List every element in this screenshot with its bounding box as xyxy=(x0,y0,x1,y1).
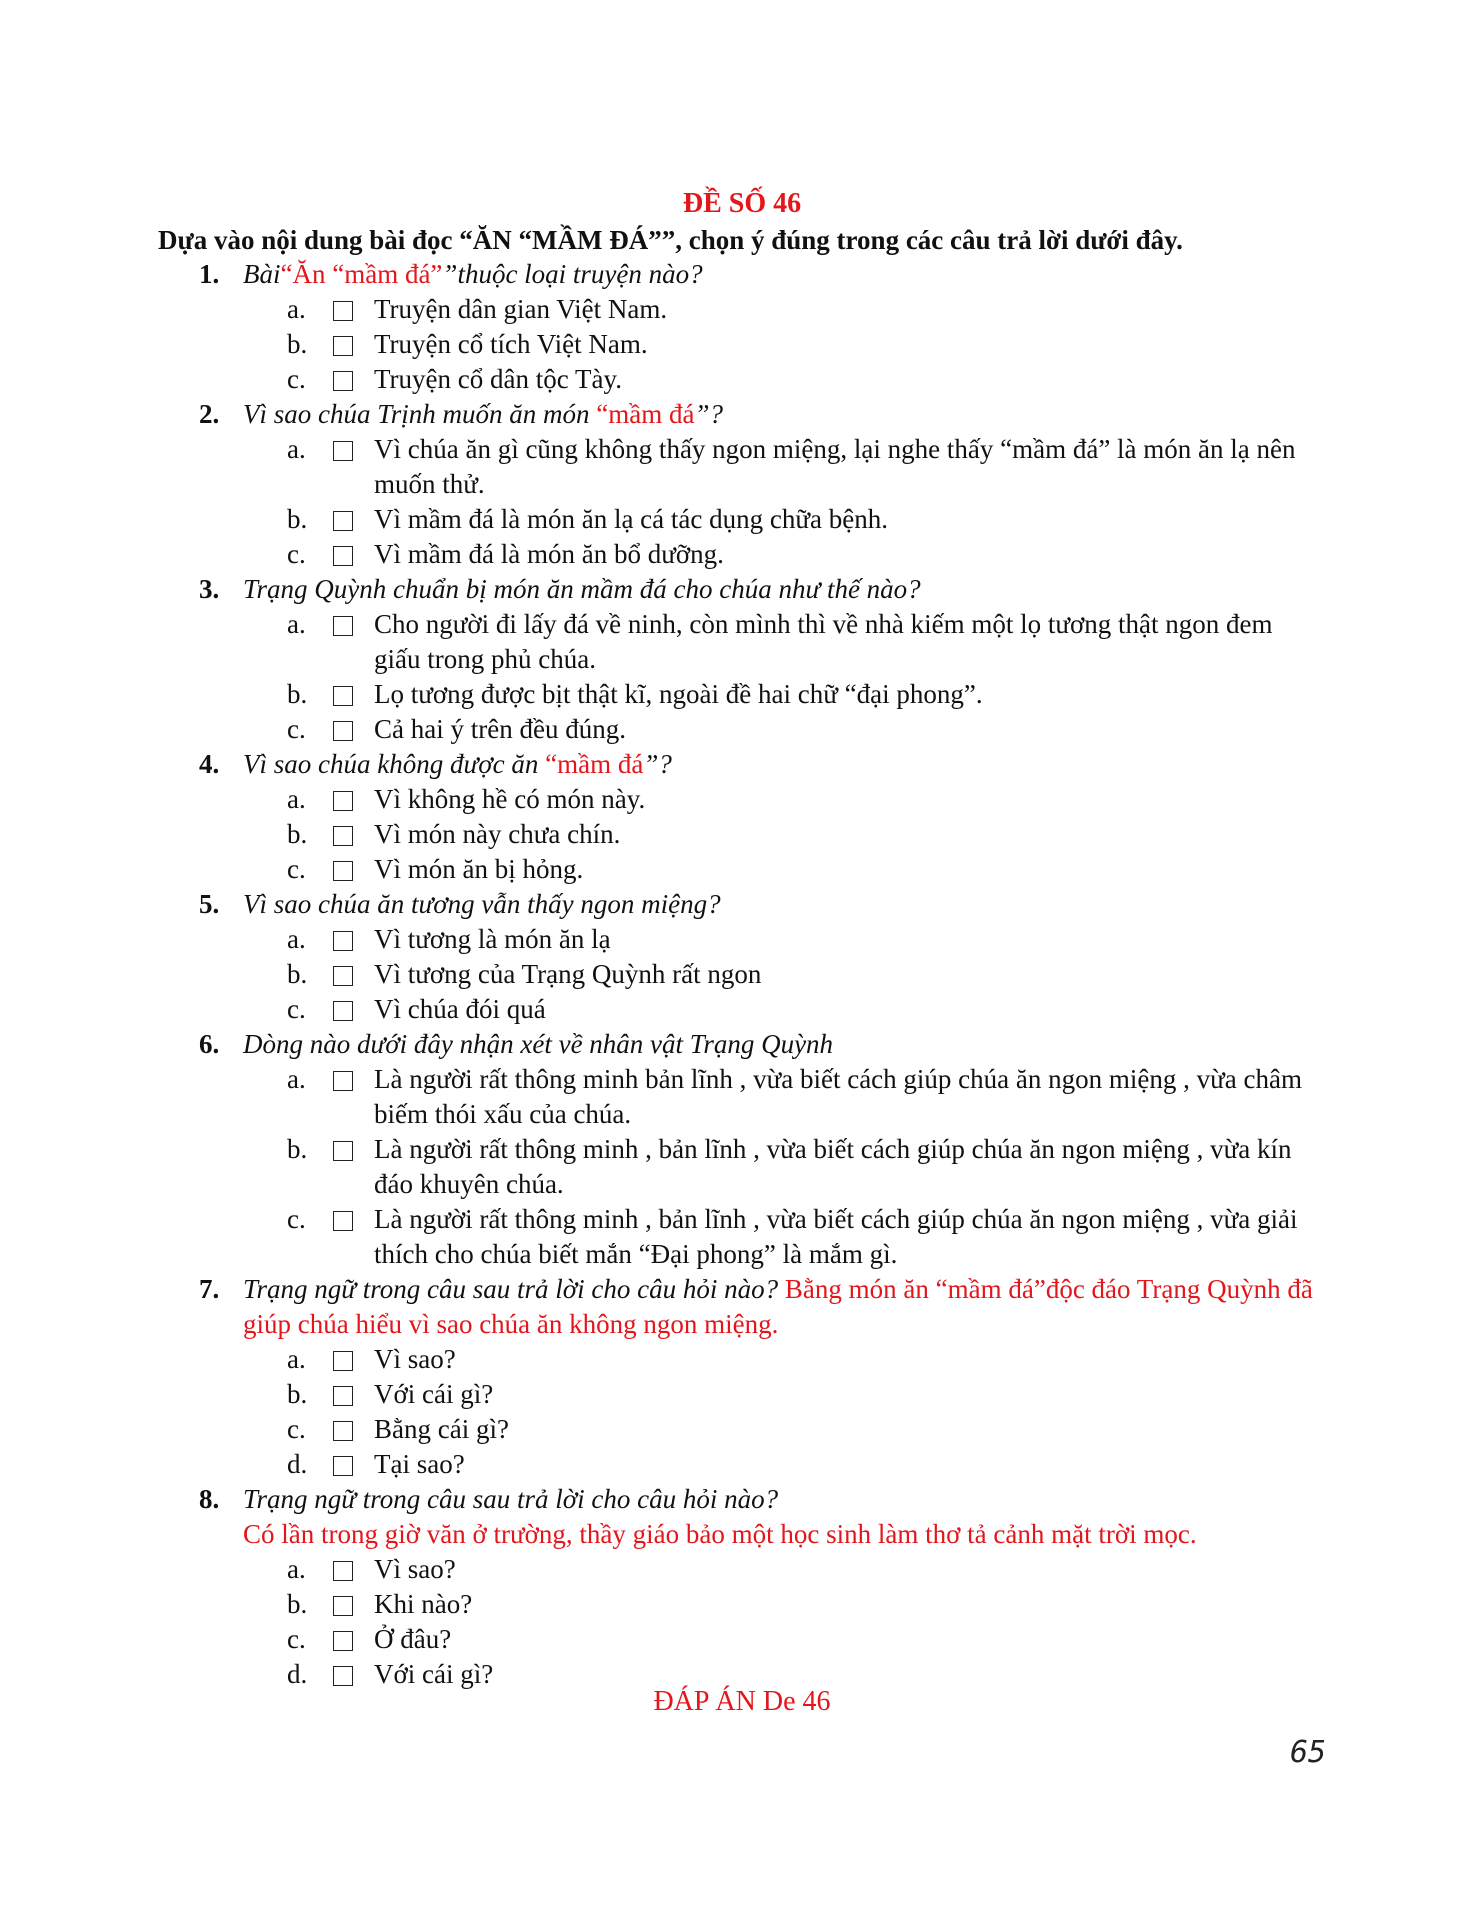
option-text: Ở đâu? xyxy=(374,1624,452,1654)
question-item xyxy=(0,747,1484,887)
option-text: Vì mầm đá là món ăn bổ dưỡng. xyxy=(374,539,724,569)
answer-option[interactable] xyxy=(0,1342,1324,1377)
question-text xyxy=(243,574,921,604)
checkbox-icon[interactable] xyxy=(333,1456,353,1476)
option-text: Vì không hề có món này. xyxy=(374,784,646,814)
question-number: 3. xyxy=(199,574,220,604)
option-text: Với cái gì? xyxy=(374,1379,494,1409)
checkbox-icon[interactable] xyxy=(333,1001,353,1021)
question-item xyxy=(0,257,1484,397)
option-letter: b. xyxy=(287,819,308,849)
option-text: Bằng cái gì? xyxy=(374,1414,509,1444)
question-number: 5. xyxy=(199,889,220,919)
option-letter: d. xyxy=(287,1449,308,1479)
option-letter: b. xyxy=(287,959,308,989)
option-text: Là người rất thông minh , bản lĩnh , vừa biết cách giúp chúa ăn ngon miệng , vừa kín đáo khuyên chúa. xyxy=(374,1134,1292,1199)
question-prompt-text: Vì sao chúa không được ăn xyxy=(243,749,546,779)
question-item xyxy=(0,1482,1484,1692)
question-text xyxy=(243,399,723,429)
answer-option[interactable] xyxy=(0,782,1324,817)
question-text xyxy=(243,749,672,779)
checkbox-icon[interactable] xyxy=(333,686,353,706)
option-text: Vì mầm đá là món ăn lạ cá tác dụng chữa bệnh. xyxy=(374,504,888,534)
checkbox-icon[interactable] xyxy=(333,1421,353,1441)
answer-option[interactable] xyxy=(0,1622,1324,1657)
question-prompt-text: Bài xyxy=(243,259,281,289)
checkbox-icon[interactable] xyxy=(333,721,353,741)
option-text: Truyện cổ dân tộc Tày. xyxy=(374,364,622,394)
checkbox-icon[interactable] xyxy=(333,1561,353,1581)
question-highlight-text: “mầm đá xyxy=(596,399,695,429)
checkbox-icon[interactable] xyxy=(333,546,353,566)
question-prompt-text: Trạng ngữ trong câu sau trả lời cho câu hỏi nào? xyxy=(243,1484,779,1514)
answer-option[interactable] xyxy=(0,1552,1324,1587)
question-text xyxy=(243,259,703,289)
question-prompt-text: ”? xyxy=(643,749,672,779)
option-text: Vì món này chưa chín. xyxy=(374,819,621,849)
question-heading xyxy=(0,1482,1323,1552)
checkbox-icon[interactable] xyxy=(333,1386,353,1406)
answer-option[interactable] xyxy=(0,502,1324,537)
option-letter: c. xyxy=(287,539,306,569)
answer-option[interactable] xyxy=(0,957,1324,992)
checkbox-icon[interactable] xyxy=(333,301,353,321)
checkbox-icon[interactable] xyxy=(333,1666,353,1686)
answer-option[interactable] xyxy=(0,1412,1324,1447)
option-letter: c. xyxy=(287,714,306,744)
option-text: Vì chúa ăn gì cũng không thấy ngon miệng, lại nghe thấy “mầm đá” là món ăn lạ nên muốn thử. xyxy=(374,434,1296,499)
question-highlight-text: “mầm đá xyxy=(545,749,644,779)
question-prompt-text: Trạng ngữ trong câu sau trả lời cho câu hỏi nào? xyxy=(243,1274,785,1304)
checkbox-icon[interactable] xyxy=(333,861,353,881)
page-title: ĐỀ SỐ 46 xyxy=(682,188,802,219)
question-text xyxy=(243,1274,1313,1339)
question-heading xyxy=(0,887,1323,922)
option-letter: b. xyxy=(287,679,308,709)
option-text: Với cái gì? xyxy=(374,1659,494,1689)
question-prompt-text: Dòng nào dưới đây nhận xét về nhân vật Trạng Quỳnh xyxy=(243,1029,834,1059)
option-letter: a. xyxy=(287,609,306,639)
instruction-text: Dựa vào nội dung bài đọc “ĂN “MẦM ĐÁ””, chọn ý đúng trong các câu trả lời dưới đây. xyxy=(158,225,1183,255)
option-letter: a. xyxy=(287,784,306,814)
question-highlight-text: Có lần trong giờ văn ở trường, thầy giáo bảo một học sinh làm thơ tả cảnh mặt trời mọc. xyxy=(243,1519,1197,1549)
option-letter: c. xyxy=(287,1624,306,1654)
answer-option[interactable] xyxy=(0,852,1324,887)
option-letter: b. xyxy=(287,504,308,534)
option-letter: a. xyxy=(287,1554,306,1584)
option-text: Cả hai ý trên đều đúng. xyxy=(374,714,626,744)
question-heading xyxy=(0,1027,1323,1062)
answer-option[interactable] xyxy=(0,712,1324,747)
answer-option[interactable] xyxy=(0,1447,1324,1482)
answer-option[interactable] xyxy=(0,1377,1324,1412)
question-number: 2. xyxy=(199,399,220,429)
option-letter: c. xyxy=(287,1414,306,1444)
question-number: 4. xyxy=(199,749,220,779)
answer-option[interactable] xyxy=(0,992,1324,1027)
answer-section-title: ĐÁP ÁN De 46 xyxy=(653,1686,831,1717)
question-heading xyxy=(0,257,1323,292)
option-letter: b. xyxy=(287,329,308,359)
question-text xyxy=(243,1484,1197,1549)
option-text: Là người rất thông minh , bản lĩnh , vừa biết cách giúp chúa ăn ngon miệng , vừa giải thích cho chúa biết mắn “Đại phong” là mắm gì. xyxy=(374,1204,1298,1269)
option-text: Vì tương là món ăn lạ xyxy=(374,924,611,954)
question-number: 8. xyxy=(199,1484,220,1514)
answer-option[interactable] xyxy=(0,327,1324,362)
question-highlight-text: “Ăn “mầm đá” xyxy=(280,259,443,289)
answer-option[interactable] xyxy=(0,1587,1324,1622)
option-text: Vì chúa đói quá xyxy=(374,994,546,1024)
question-heading xyxy=(0,1272,1323,1342)
question-item xyxy=(0,1027,1484,1272)
option-letter: b. xyxy=(287,1589,308,1619)
option-text: Truyện cổ tích Việt Nam. xyxy=(374,329,648,359)
checkbox-icon[interactable] xyxy=(333,1631,353,1651)
option-text: Lọ tương được bịt thật kĩ, ngoài đề hai chữ “đại phong”. xyxy=(374,679,983,709)
option-letter: c. xyxy=(287,854,306,884)
option-text: Vì sao? xyxy=(374,1554,456,1584)
checkbox-icon[interactable] xyxy=(333,336,353,356)
checkbox-icon[interactable] xyxy=(333,1211,353,1231)
page-number: 65 xyxy=(1290,1735,1327,1770)
question-prompt-text: Trạng Quỳnh chuẩn bị món ăn mầm đá cho chúa như thế nào? xyxy=(243,574,921,604)
question-prompt-text: Vì sao chúa ăn tương vẫn thấy ngon miệng? xyxy=(243,889,721,919)
checkbox-icon[interactable] xyxy=(333,441,353,461)
option-text: Là người rất thông minh bản lĩnh , vừa biết cách giúp chúa ăn ngon miệng , vừa châm biếm thói xấu của chúa. xyxy=(374,1064,1302,1129)
answer-option[interactable] xyxy=(0,1062,1324,1132)
option-letter: a. xyxy=(287,434,306,464)
question-item xyxy=(0,572,1484,747)
checkbox-icon[interactable] xyxy=(333,826,353,846)
option-text: Tại sao? xyxy=(374,1449,465,1479)
question-number: 6. xyxy=(199,1029,220,1059)
option-text: Vì sao? xyxy=(374,1344,456,1374)
option-letter: b. xyxy=(287,1134,308,1164)
question-prompt-text: Vì sao chúa Trịnh muốn ăn món xyxy=(243,399,597,429)
checkbox-icon[interactable] xyxy=(333,1141,353,1161)
option-letter: b. xyxy=(287,1379,308,1409)
answer-option[interactable] xyxy=(0,607,1324,677)
option-letter: a. xyxy=(287,1344,306,1374)
option-text: Khi nào? xyxy=(374,1589,473,1619)
question-highlight-text: Bằng món ăn “mầm đá”độc đáo Trạng Quỳnh đã giúp chúa hiểu vì sao chúa ăn không ngon miệng. xyxy=(243,1274,1313,1339)
checkbox-icon[interactable] xyxy=(333,931,353,951)
option-letter: c. xyxy=(287,1204,306,1234)
question-item xyxy=(0,1272,1484,1482)
checkbox-icon[interactable] xyxy=(333,966,353,986)
answer-option[interactable] xyxy=(0,432,1324,502)
option-letter: d. xyxy=(287,1659,308,1689)
option-letter: a. xyxy=(287,294,306,324)
checkbox-icon[interactable] xyxy=(333,371,353,391)
question-heading xyxy=(0,397,1323,432)
option-text: Vì tương của Trạng Quỳnh rất ngon xyxy=(374,959,762,989)
option-letter: a. xyxy=(287,924,306,954)
option-letter: a. xyxy=(287,1064,306,1094)
answer-option[interactable] xyxy=(0,537,1324,572)
checkbox-icon[interactable] xyxy=(333,791,353,811)
answer-option[interactable] xyxy=(0,677,1324,712)
question-number: 7. xyxy=(199,1274,220,1304)
checkbox-icon[interactable] xyxy=(333,1596,353,1616)
answer-option[interactable] xyxy=(0,362,1324,397)
question-prompt-text: ”? xyxy=(694,399,724,429)
checkbox-icon[interactable] xyxy=(333,511,353,531)
checkbox-icon[interactable] xyxy=(333,616,353,636)
answer-option[interactable] xyxy=(0,922,1324,957)
option-letter: c. xyxy=(287,364,306,394)
question-item xyxy=(0,397,1484,572)
question-item xyxy=(0,887,1484,1027)
answer-option[interactable] xyxy=(0,292,1324,327)
question-heading xyxy=(0,572,1323,607)
question-prompt-text: ”thuộc loại truyện nào? xyxy=(442,259,703,289)
question-text xyxy=(243,889,721,919)
answer-option[interactable] xyxy=(0,1202,1324,1272)
question-list xyxy=(0,257,1484,1692)
checkbox-icon[interactable] xyxy=(333,1071,353,1091)
question-text xyxy=(243,1029,833,1059)
question-heading xyxy=(0,747,1323,782)
option-text: Truyện dân gian Việt Nam. xyxy=(374,294,668,324)
option-letter: c. xyxy=(287,994,306,1024)
answer-option[interactable] xyxy=(0,817,1324,852)
answer-option[interactable] xyxy=(0,1132,1324,1202)
option-text: Vì món ăn bị hỏng. xyxy=(374,854,584,884)
option-text: Cho người đi lấy đá về ninh, còn mình thì về nhà kiếm một lọ tương thật ngon đem giấu trong phủ chúa. xyxy=(374,609,1273,674)
checkbox-icon[interactable] xyxy=(333,1351,353,1371)
question-number: 1. xyxy=(199,259,220,289)
